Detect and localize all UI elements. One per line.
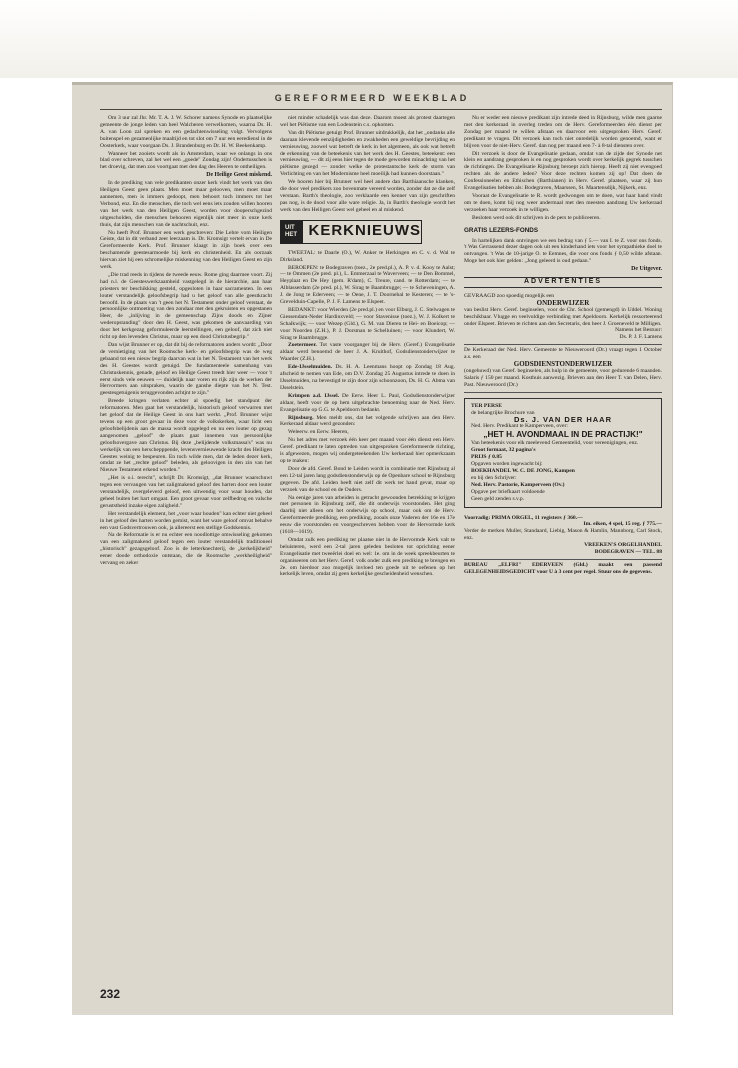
paragraph: „Het is o.i. terecht", schrijft Dr. Kromsigt, „dat Brunner waarschuwt tegen een vervangen van het zaligmakend geloof des harten door een louter verstandelijk, overgeleverd geloof, een uitwendig voor waar houden, dat geheel buiten het hart omgaat. Een groot gevaar voor zelfbedrog en valsche geruststheid inzake eigen zaligheid." (100, 475, 272, 509)
ad-line: Opgaven worden ingewacht bij: (471, 461, 543, 468)
ad-body: van beslist Herv. Geref. beginselen, voor de Chr. School (gemengd) in Uddel. Woning beschikbaar. Vlugge en veelvuldige verbinding met Apeldoorn. Kerkelijk ressorteerend onder Elspeet. Brieven te richten aan den Secretaris, den heer J. Groeneveld te Milligen. (464, 306, 662, 327)
kerknieuws-title: KERKNIEUWS (308, 222, 421, 240)
news-text: Ds. H. A. Leenmans hoopt op Zondag 18 Aug. afscheid te nemen van Ede, om D.V. Zondag 25 Augustus intrede te doen in IJsselmuiden, na bevestigd te zijn door zijn schoonzoon, Ds. H. G. Abma van IJsselstein. (280, 364, 455, 391)
brochure-advertisement (464, 398, 662, 508)
ad-line: Geen geld zenden s.v.p. (471, 495, 525, 502)
ad-line: en bij den Schrijver: (471, 474, 517, 481)
paragraph: Nu heeft Prof. Brunner een werk geschreven: Die Lehre vom Heiligen Geiste, dat in dit verband zeer leerzaam is. Dr. Kromsigt vertelt ervan in De Gereformeerde Kerk. Prof. Brunner klaagt in zijn boek over een beschamende geestesarmoede bij kerk en christenheid. En als oorzaak hiervan ziet hij een schromelijke miskenning van den Heiligen Geest en zijn werk. (100, 229, 272, 271)
paragraph: Wanneer het zooiets wordt als in Amsterdam, waar we onlangs in ons blad over schreven, zal het wel een „goede" Zondag zijn! Ondertusschen is het droevig, dat men zoo voortgaat met den dag des Heeren te ontheiligen. (100, 150, 272, 171)
paragraph: Om 3 uur zal Jhr. Mr. T. A. J. W. Schorer namens Synode en plaatselijke gemeente de jonge leden van heel Walcheren verwelkomen, waarna Ds. H. A. van Loon zal spreken en een gedachtenwisseling volgt. Vervolgens buitenspel en gezamenlijke maaltijd en tot slot om 7 uur een eerediensl in de Oosterkerk, waar voorgaan Ds. J. Brandenburg en Dr. H. W. Beekenkamp. (100, 115, 272, 149)
news-place: Rijnsburg. (288, 414, 314, 421)
ad-line: Van beteekenis voor elk meelevend Gemeentelid, voor vereenigingen, enz. (471, 440, 639, 447)
scan-margin (0, 0, 738, 78)
column-3 (464, 115, 662, 579)
news-text: De Eerw. Heer L. Paul, Godsdienstonderwijzer aldaar, heeft voor de op hem uitgebrachte benoeming naar de Ned. Herv. Evangelisatie op G.G. te Apeldoorn bedankt. (280, 392, 455, 413)
advertenties-header: ADVERTENTIES (464, 277, 662, 288)
gratis-heading: GRATIS LEZERS-FONDS (464, 226, 539, 234)
paragraph: Omdat zulk een prediking ter plaatse niet in de Hervormde Kerk valt te beluisteren, werd een 2-tal jaren geleden besloten tot oprichting eener Evangelisatie met tweeërlei doel en wel: 1e. om in de week spreekbeurten te organiseeren om het Herv. Geref. volk onder zulk een prediking te brengen en 2e. om hierdoor zoo mogelijk invloed ten goede uit te oefenen op het kerkelijk leven, omdat zij geen kerkelijke gescheidenheid wenschen. (280, 536, 455, 578)
ad-signature: BODEGRAVEN — TEL. 88 (594, 549, 662, 556)
news-item (280, 364, 455, 392)
paragraph: niet minder schadelijk was dan deze. Daarom moest als protest daartegen wel het Piëtisme van een Lodenstein c.s. opkomen. (280, 115, 455, 128)
paragraph: Van dit Piëtisme getuigt Prof. Brunner uitdrukkelijk, dat het „ondanks alle daaraan klevende eenzijdigheden en zwakheden een geweldige bevrijding en vernieuwing, zoowel wat betreft de kerk in het algemeen, als ook wat betreft de erkenning van de beteekenis van het werk des H. Geestes, beteekent: een vernieuwing, — dit zij eens hier tegen de mode geworden minachting van het piëtisme gezegd — zonder welke de protestantsche kerk de storm van Verlichting en van het Modernisme heel moeilijk had kunnen doorstaan." (280, 129, 455, 178)
paragraph: Door de afd. Geref. Bond te Leiden wordt in combinatie met Rijnsburg al een 12-tal jaren lang godsdienstonderwijs op de Openbare school te Rijnsburg gegeven. De afd. Leiden heeft niet zelf dit werk ter hand gevat, maar op verzoek van de school en de Ouders. (280, 465, 455, 493)
brochure-author: Ds. J. VAN DER HAAR (513, 414, 613, 424)
ad-line: Im. eiken, 4 spel, 15 reg. ƒ 775.— (583, 521, 662, 528)
ad-body: BUREAU „ELFRI" EDERVEEN (Gld.) maakt een passend GELEGENHEIDSGEDICHT voor U à 3 cent per regel. Stuur ons de gegevens. (464, 561, 662, 575)
column-1 (100, 115, 272, 568)
column-2 (280, 115, 455, 579)
paragraph: We hooren hier bij Brunner wel heel andere dan Barthiaansche klanken, die door veel predikers zoo bovenmate vereerd worden, zonder dat ze die zelf verstaan. Barth's theologie, zoo verklaarde een kenner van zijn geschriften pas nog, is de dood voor alle ware religie. Ja, in Barth's theologie wordt het werk van den Heiligen Geest wel geheel en al miskend. (280, 179, 455, 213)
paragraph: Vooraat de Evangelisatie te R. wordt gedwongen om te doen, wat haar hand vindt om te doen, komt hij nog weer andermaal met den meesten aandrang Uw kerkeraad verzoeken haar verzoek in te willigen. (464, 192, 662, 213)
news-place: Ede-IJsselmuiden. (288, 364, 332, 371)
ad-line: De Kerkeraad der Ned. Herv. Gemeente te Nieuweroord (Dr.) vraagt tegen 1 October a.s. een (464, 347, 662, 361)
paragraph: Breede kringen verlaten echter al spoedig het standpunt der reformatoren. Men gaat het verstandelijk, historisch geloof verwarren met het geloof dat de Heilige Geest in ons hart werkt. „Prof. Brunner wijst tevens op een groot gevaar in deze voor de volkskerken, waar licht een geloofsbelijdenis aan de massa wordt opgelegd en nu een louter op gezag aangenomen „geloof" de plaats gaat innemen van persoonlijke geloofsovergave aan Christus. Bij deze „belijdende volksmassa's" was nu werkelijk van een herschepppende, levensvernieuwende kracht des Heiligen Geestes weinig te bespeuren. En toch wilde men, dat de leden dezer kerk, omdat ze het „rechte geloof" beleden, als geloovigen in den zin van het Nieuwe Testament erkend worden." (100, 398, 272, 474)
news-item (280, 415, 455, 429)
paragraph: Na eenige jaren van arbeiden is getracht gewoonden betrekking te krijgen met personen in Rijnsburg zelf, die dit onderwijs voorstonden. Het ging daarbij niet alleen om het onderwijs op school, maar ook om de Herv. Gereformeerde prediking, een prediking, zooals onze Vaderen der 16e en 17e eeuw die voorstonden en voorgeschreven hebben voor de Hervormde kerk (1618—1619). (280, 494, 455, 536)
paragraph: TWEETAL: te Daarle (O.), W. Anker te Herkingen en C. v. d. Wal te Dirksland. (280, 249, 455, 263)
paragraph: BEDANKT: voor Wierden (2e pred.pl.) en voor Elburg, J. C. Stelwagen te Giessendam-Neder Hardinxveld; — voor Stavenisse (toez.), W. J. Kolkert te Schalkwijk; — voor Wezep (Gld.), G. M. van Dieren te Hei- en Boeicop; — voor Noorden (Z.H.), P. J. Dorsman te Schelluinen; — voor Klundert, W. Sirag te Baambrugge. (280, 306, 455, 341)
paragraph: In de prediking van vele predikanten onzer kerk vindt het werk van den Heiligen Geest geen plaats. Men moet maar gelooven, men moet maar aannemen, men is immers gedoopt, men behoort toch immers tot het Verbond, enz. En die menschen, die toch wel eens iets zouden willen hooren van het werk van den Heiligen Geest, worden voor dooperschgezind uitgescholden, die menschen behooren eigenlijk niet meer in onze kerk thuis, dat zijn menschen van de nachtschuit, enz. (100, 180, 272, 228)
news-place: Zoetermeer. (288, 342, 317, 349)
paragraph: Weleerw. en Eerw. Heeren, (288, 429, 349, 436)
ad-price: PRIJS ƒ 0.85 (471, 454, 502, 461)
paragraph: Dan wijst Brunner er op, dat dit bij de reformatoren anders wordt: „Door de vernietiging van het Roomsche kerk- en geloofsbegrip was de weg gebaand tot een nieuw begrip daarvan wat in het N. Testament van het werk des H. Geestes wordt getuigd. De fundamenteele samenhang van Christuskennis, genade, geloof en Heilige Geest treedt hier weer — voor 't eerst sinds vele eeuwen — duidelijk naar voren en rijk zijn de werken der Hervormers aan uitspraken, waarin de ganshe diepte van het N. Test. geestesgetuigenis teruggevonden achtjnt te zijn." (100, 342, 272, 397)
ad-signature: Namens het Bestuur: (615, 327, 662, 334)
ad-signature: Ds. P. J. F. Lamens (619, 334, 662, 341)
ad-line: BOEKHANDEL W. C. DE JONG, Kampen (471, 467, 575, 474)
paragraph: Nu er weder een nieuwe predikant zijn intrede deed in Rijnsburg, wilde men gaarne met den kerkeraad in overleg treden om de Herv. Gereformeerden één dienst per Zondag per maand te willen afstaan en daarvoor een uitgesproken Herv. Geref. predikant te vragen. Dit verzoek kan toch niet onredelijk worden genoemd, want er blijven voor de niet-Herv. Geref. dan nog per maand een 7- à 8-tal diensten over. (464, 115, 662, 149)
ad-line: Ned. Herv. Pastorie, Kamperveen (Ov.) (471, 481, 565, 488)
brochure-title: „HET H. AVONDMAAL IN DE PRACTIJK!" (483, 430, 643, 440)
advertisement (464, 345, 662, 392)
ad-line: Groot formaat, 32 pagina's (471, 447, 536, 454)
paragraph: BEROEPEN: te Bodegraven (toez., 2e pred.pl.), A. P. v. d. Kooy te Aalst; — te Ommen (2e pred. pl.), L. Emmerzaal te Waverveen; — te Den Bommel, Heyplaat en De Hey (gem. R'dam), C. Treure, cand. te Rotterdam; — te Alblasserdam (2e pred. pl.), W. Sirag te Baambrugge; — te Scheveningen, A. J. de Jong te Ederveen; — te Oene, J. T. Doornebal te Kesteren; — te 's-Grevelduin-Capelle, P. J. F. Lamens te Elspeet. (280, 264, 455, 306)
ad-line: TER PERSE (471, 402, 502, 409)
ad-line: GEVRAAGD zoo spoedig mogelijk een (464, 292, 555, 299)
paragraph: Het verstandelijk element, het „voor waar houden" kan echter niet geheel in het geloof des harten worden gemist, want het ware geloof omvat behalve een vast Godsvertrouwen ook, ja allereerst een stellige Godskennis. (100, 510, 272, 531)
paragraph: Dit verzoek is door de Evangelisatie gedaan, omdat van de zijde der Synode net klein en aandrang gesproken is en nog gesproken wordt over kerkelijk gegrek tusschen de richtingen. De Evangelisatie Rijnsburg beroept zich hierop. Heeft zij niet evengoed rechten als de andere leden? Voor deze rechten komen zij op! Dat doen de Confessioneelen en Ethischen (Barthianen) in Herv. Geref. plaatsen, waar zij hun Evangelisaties hebben als: Bodegraven, Maarssen, St. Maartensdijk, Nijkerk, enz. (464, 150, 662, 192)
news-item (280, 342, 455, 363)
paragraph: Besloten werd ook dit schrijven in de pers te publiceeren. (472, 214, 601, 221)
ad-line: de belangrijke Brochure van (471, 409, 535, 416)
news-item (280, 393, 455, 414)
ad-headline: ONDERWIJZER (536, 298, 590, 307)
masthead-rule (100, 109, 662, 110)
page-number: 232 (100, 987, 121, 1001)
news-text: Tot vaste voorganger bij de Herv. (Geref.) Evangelisatie aldaar werd benoemd de heer J. A. Kruithof, Godsdienstonderwijzer te Waarder (Z.H.). (280, 342, 455, 363)
paragraph: Nu het adres met verzoek één keer per maand voor één dienst een Herv. Geref. predikant te laten optreden van uitgesproken Gereformeerde richting, is afgewezen, mogen wij ondergeteekenden Uw kerkeraad hier opmerkzaam op te maken: (280, 437, 455, 464)
signature: De Uitgever. (631, 266, 662, 273)
ad-line: Ned. Herv. Predikant te Kamperveen, over: (471, 423, 568, 430)
ad-headline: GODSDIENSTONDERWIJZER (513, 360, 613, 369)
masthead: GEREFORMEERD WEEKBLAD (274, 93, 470, 103)
paragraph: „Die trad reeds in tijdens de tweede eeuw. Rome ging daarmee voort. Zij had n.l. de Geesteswerkzaamheid vastgelegd in de hierarchie, aan haar priesters ter beschikking gesteld, opgesloten in haar sacramenten. In een louter verstandelijk geloofsbegrip had u het geloof van alle geestkracht beroofd. In de plaats van 't geen het N. Testament onder geloof verstaat, de persoonlijke ontmoeting van den zondaar met den gekruisten en opgestanen Heer, de „inlijving in de gemeenschap Zijns doods en Zijner wederopstanding" door den H. Geest, was gekomen de aanvaarding van door het kerkgezag geformuleerde leerstellingen, een geloof, dat zich niet richt op den levenden Christus, maar op een dood Christusbegrip." (100, 271, 272, 341)
ad-line: Voorradig: PRIMA ORGEL, 11 registers ƒ 360.— (464, 514, 583, 521)
kerknieuws-banner (280, 220, 422, 244)
kerknieuws-prefix: UIT HET (281, 221, 303, 243)
newspaper-page (72, 82, 673, 1015)
advertisement (464, 513, 662, 560)
paragraph: Na de Reformatie is er nu echter een noodlottige omwisseling gekomen van een zaligmakend geloof tegen een louter verstandelijk traditioneel „historisch" gezagsgeloof. Zoo is de letterknechterij, de „kerkelijkheid" eener doode orthodoxie ontstaan, die de Roomsche „werkheiligheid" vervang en zeker (100, 532, 272, 567)
advertisement (464, 560, 662, 579)
section-heading: De Heilige Geest miskend. (206, 172, 272, 179)
ad-body: (ongehuwd) van Geref. beginselen, als hulp in de gemeente, voor gedurende 6 maanden. Salaris ƒ 150 per maand. Kosthuis aanwezig. Brieven aan den Heer T. van Delen, Herv. Past. Nieuweroord (Dr.) (464, 368, 662, 388)
ad-body: Verder de merken Muller, Standaard, Liebig, Mason & Hamlin, Mannborg, Carl Stock, enz. (464, 528, 662, 542)
ad-signature: VREEKEN'S ORGELHANDEL (584, 542, 662, 549)
news-text: Men meldt ons, dat het volgende schrijven aan den Herv. Kerkeraad aldaar werd gezonden: (280, 414, 455, 428)
advertisement (464, 291, 662, 345)
paragraph: In hartelijken dank ontvingen we een bedrag van ƒ 5.— van I. te Z. voor ons fonds. 't Was Gerrassend dezer dagen ook uit een kinderhand iets voor het sympathieke doel te ontvangen. 't Was de 10-jarige O. te Eemnes, die voor ons fonds ƒ 0,50 wilde afstaan. Moge het ook hier gelden: „Jong geleerd is oud gedaan." (464, 237, 662, 265)
ad-line: Opgave per briefkaart voldoende (471, 488, 545, 495)
news-place: Krimpen a.d. IJssel. (288, 392, 340, 399)
